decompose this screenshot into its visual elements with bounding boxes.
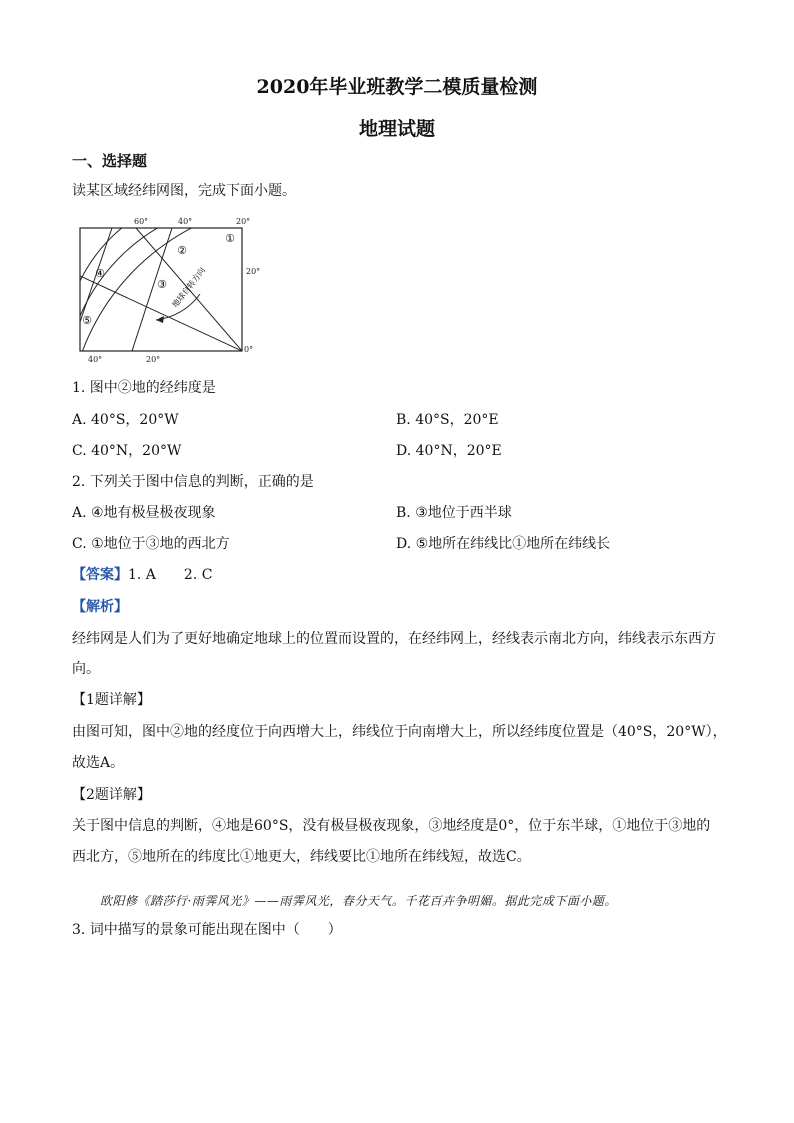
- top-label-60: 60°: [134, 217, 149, 226]
- q1-option-b: B. 40°S，20°E: [396, 412, 499, 428]
- answer-label: 【答案】: [72, 567, 128, 583]
- q2-stem: 2. 下列关于图中信息的判断，正确的是: [72, 474, 314, 490]
- q2-option-b: B. ③地位于西半球: [396, 505, 512, 521]
- detail-1-line-1: 由图可知，图中②地的经度位于向西增大上，纬线位于向南增大上，所以经纬度位置是（40°S，20°W），: [72, 724, 727, 740]
- analysis-line-2: 向。: [72, 661, 100, 677]
- right-label-20: 20°: [246, 267, 261, 276]
- q1-stem: 1. 图中②地的经纬度是: [72, 380, 216, 396]
- marker-1: ①: [225, 232, 235, 245]
- marker-2: ②: [177, 244, 187, 257]
- marker-3: ③: [157, 278, 167, 291]
- q1-option-d: D. 40°N，20°E: [396, 443, 502, 459]
- rotation-label: 地球自转方向: [170, 265, 208, 310]
- section-heading: 一、选择题: [72, 152, 148, 170]
- marker-5: ⑤: [82, 314, 92, 327]
- page-subtitle: 地理试题: [358, 118, 435, 140]
- answer-text: 1. A 2. C: [128, 567, 213, 583]
- bottom-label-20: 20°: [146, 355, 161, 364]
- analysis-line-1: 经纬网是人们为了更好地确定地球上的位置而设置的，在经纬网上，经线表示南北方向，纬线表示东西方: [72, 631, 716, 647]
- answer-row: [72, 565, 212, 585]
- q1-option-c: C. 40°N，20°W: [72, 443, 182, 459]
- q3-stem: 3. 词中描写的景象可能出现在图中（ ）: [72, 922, 342, 938]
- bottom-label-0: 0°: [244, 345, 254, 354]
- q2-option-a: A. ④地有极昼极夜现象: [72, 505, 216, 521]
- marker-4: ④: [95, 267, 105, 280]
- detail-2-line-2: 西北方，⑤地所在的纬度比①地更大，纬线要比①地所在纬线短，故选C。: [72, 849, 531, 865]
- q2-option-c: C. ①地位于③地的西北方: [72, 536, 230, 552]
- detail-2-label: 【2题详解】: [72, 787, 151, 803]
- page-title: 2020年毕业班教学二模质量检测: [256, 76, 538, 98]
- q2-option-d: D. ⑤地所在纬线比①地所在纬线长: [396, 536, 611, 552]
- top-label-40: 40°: [178, 217, 193, 226]
- analysis-label: 【解析】: [72, 599, 128, 615]
- graticule-map: [72, 212, 272, 364]
- detail-2-line-1: 关于图中信息的判断，④地是60°S，没有极昼极夜现象，③地经度是0°，位于东半球，①地位于③地的: [72, 818, 711, 834]
- bottom-label-40: 40°: [88, 355, 103, 364]
- detail-1-line-2: 故选A。: [72, 755, 125, 771]
- q1-option-a: A. 40°S，20°W: [72, 412, 179, 428]
- top-label-20: 20°: [236, 217, 251, 226]
- poem-line: 欧阳修《踏莎行·雨霁风光》——雨霁风光，春分天气。千花百卉争明媚。据此完成下面小题。: [100, 894, 617, 908]
- intro-text: 读某区域经纬网图，完成下面小题。: [72, 183, 296, 199]
- detail-1-label: 【1题详解】: [72, 692, 151, 708]
